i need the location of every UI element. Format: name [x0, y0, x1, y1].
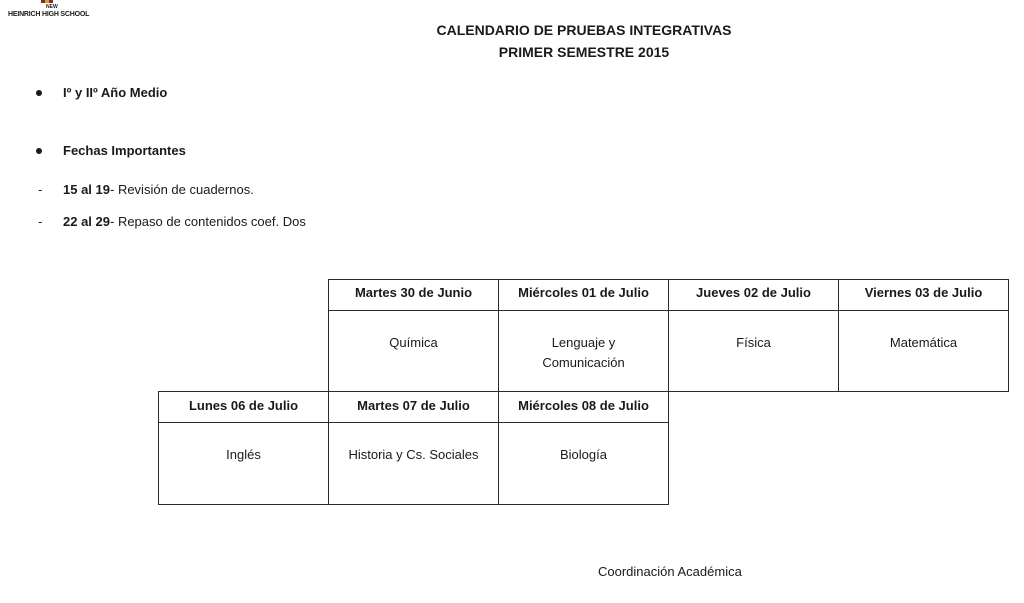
- table-rule: [1008, 279, 1009, 392]
- header-cell: Martes 30 de Junio: [354, 285, 473, 300]
- header-cell: Miércoles 08 de Julio: [518, 398, 649, 413]
- subject-cell: [839, 311, 1008, 391]
- subject-text: Historia y Cs. Sociales: [348, 447, 479, 462]
- subject-cell: [499, 311, 668, 391]
- subject-cell: [669, 311, 838, 391]
- subject-text: Química: [389, 335, 438, 350]
- date-range: 15 al 19: [63, 182, 110, 197]
- subject-cell: [329, 311, 498, 391]
- signature-footer: Coordinación Académica: [598, 564, 742, 579]
- bullet-dot-icon: [36, 90, 42, 96]
- logo-text-new: NEW: [46, 4, 58, 10]
- subject-text: Biología: [560, 447, 607, 462]
- subject-text: Física: [736, 335, 771, 350]
- table-rule: [158, 504, 669, 505]
- date-description: - Revisión de cuadernos.: [110, 182, 254, 197]
- table-rule: [158, 391, 1009, 392]
- header-cell: Viernes 03 de Julio: [864, 285, 983, 300]
- bullet-course-text: Iº y IIº Año Medio: [63, 85, 168, 100]
- bullet-important-dates-text: Fechas Importantes: [63, 143, 186, 158]
- subject-cell: [159, 423, 328, 504]
- header-cell: Martes 07 de Julio: [357, 398, 470, 413]
- subject-text: Matemática: [889, 335, 958, 350]
- subject-text: Lenguaje y Comunicación: [542, 335, 625, 370]
- date-description: - Repaso de contenidos coef. Dos: [110, 214, 306, 229]
- header-cell: Lunes 06 de Julio: [188, 398, 299, 413]
- document-title: CALENDARIO DE PRUEBAS INTEGRATIVAS: [436, 22, 732, 38]
- dash-marker: -: [38, 182, 43, 197]
- header-cell: Jueves 02 de Julio: [696, 285, 811, 300]
- subject-cell: [329, 423, 498, 504]
- bullet-dot-icon: [36, 148, 42, 154]
- date-range: 22 al 29: [63, 214, 110, 229]
- document-subtitle: PRIMER SEMESTRE 2015: [498, 44, 670, 60]
- subject-cell: [499, 423, 668, 504]
- dash-marker: -: [38, 214, 43, 229]
- subject-text: Inglés: [226, 447, 261, 462]
- logo-text-school: HEINRICH HIGH SCHOOL: [8, 11, 90, 18]
- school-logo: [8, 0, 92, 22]
- header-cell: Miércoles 01 de Julio: [518, 285, 649, 300]
